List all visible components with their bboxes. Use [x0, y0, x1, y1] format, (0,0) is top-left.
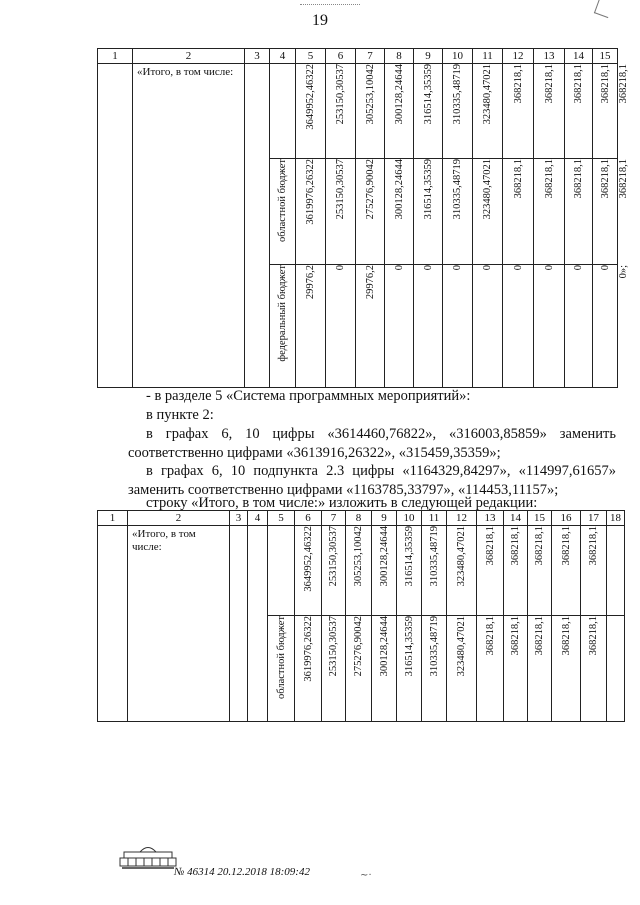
- column-number: 17: [581, 511, 607, 526]
- value-cell: [326, 159, 356, 265]
- value-cell: [346, 526, 372, 616]
- value-cell: [372, 616, 397, 722]
- value-cell: [447, 616, 477, 722]
- cell-value: 305253,10042: [364, 64, 376, 125]
- cell-value: областной бюджет: [277, 159, 288, 242]
- value-cell: [443, 159, 473, 265]
- cell-value: 368218,1: [588, 526, 599, 566]
- text-item2: в пункте 2:: [146, 407, 214, 423]
- value-cell: [581, 526, 607, 616]
- cell-value: 368218,1: [543, 159, 555, 199]
- column-number: 16: [552, 511, 581, 526]
- table-cell: [607, 526, 625, 616]
- cell-value: областной бюджет: [275, 616, 287, 699]
- table-cell: [230, 526, 248, 722]
- value-cell: [581, 616, 607, 722]
- cell-value: 368218,1: [560, 616, 572, 656]
- column-number: 4: [248, 511, 268, 526]
- column-number: 11: [422, 511, 447, 526]
- cell-value: 300128,24644: [378, 616, 390, 677]
- column-number: 15: [593, 49, 618, 64]
- cell-value: 275276,90042: [364, 159, 376, 220]
- cell-value: 316514,35359: [422, 159, 434, 220]
- value-cell: [372, 526, 397, 616]
- table-header-row: [98, 49, 618, 64]
- value-cell: [534, 159, 565, 265]
- value-cell: [356, 265, 385, 388]
- column-number: 13: [534, 49, 565, 64]
- value-cell: [385, 159, 414, 265]
- value-cell: [443, 265, 473, 388]
- cell-value: 368218,1: [543, 64, 555, 104]
- value-cell: [296, 265, 326, 388]
- value-cell: [326, 64, 356, 159]
- value-cell: [552, 616, 581, 722]
- budget-label-regional: [268, 616, 295, 722]
- value-cell: [477, 526, 504, 616]
- value-cell: [397, 616, 422, 722]
- column-number: 5: [296, 49, 326, 64]
- cell-value: 368218,1: [534, 526, 545, 566]
- cell-value: 253150,30537: [328, 616, 339, 677]
- cell-value: 316514,35359: [422, 64, 434, 125]
- cell-value: 275276,90042: [353, 616, 364, 677]
- cell-value: 300128,24644: [393, 159, 405, 220]
- table-cell: [98, 526, 128, 722]
- cell-value: 3619976,26322: [305, 159, 316, 225]
- column-number: 7: [322, 511, 346, 526]
- value-cell: [528, 616, 552, 722]
- value-cell: [385, 64, 414, 159]
- value-cell: [346, 616, 372, 722]
- cell-value: 0: [599, 265, 611, 271]
- cell-value: 368218,1: [560, 526, 572, 566]
- table-cell: [270, 64, 296, 159]
- cell-value: 0: [543, 265, 555, 271]
- value-cell: [503, 265, 534, 388]
- value-cell: [296, 64, 326, 159]
- value-cell: [356, 159, 385, 265]
- value-cell: [422, 616, 447, 722]
- value-cell: [296, 159, 326, 265]
- value-cell: [565, 64, 593, 159]
- value-cell: [534, 64, 565, 159]
- column-number: 1: [98, 49, 133, 64]
- value-cell: [443, 64, 473, 159]
- value-cell: [326, 265, 356, 388]
- value-cell: [295, 616, 322, 722]
- column-number: 11: [473, 49, 503, 64]
- column-number: 9: [372, 511, 397, 526]
- value-cell: [414, 64, 443, 159]
- cell-value: 368218,1: [510, 616, 521, 656]
- value-cell: [565, 159, 593, 265]
- value-cell: [593, 64, 618, 159]
- value-cell: [473, 265, 503, 388]
- value-cell: [295, 526, 322, 616]
- value-cell: [447, 526, 477, 616]
- value-cell: [534, 265, 565, 388]
- column-number: 2: [128, 511, 230, 526]
- cell-value: 368218,1: [573, 159, 584, 199]
- budget-label-regional: [270, 159, 296, 265]
- cell-value: 368218,1: [599, 64, 611, 104]
- text-subitem-2-3: в графах 6, 10 подпункта 2.3 цифры «1164329,84297», «114997,61657» заменить соответственно цифрами «1163785,33797», «114453,11157»;: [128, 463, 616, 498]
- cell-value: 3649952,46322: [305, 64, 316, 130]
- value-cell: [422, 526, 447, 616]
- column-number: 6: [326, 49, 356, 64]
- document-registration-stamp: № 46314 20.12.2018 18:09:42: [174, 866, 310, 878]
- cell-value: 368218,1: [599, 159, 611, 199]
- value-cell: [322, 616, 346, 722]
- page-number: 19: [312, 12, 328, 29]
- value-cell: [504, 616, 528, 722]
- cell-value: 3619976,26322: [302, 616, 314, 682]
- column-number: 14: [565, 49, 593, 64]
- cell-value: 368218,1: [618, 64, 629, 104]
- value-cell: [385, 265, 414, 388]
- cell-value: 305253,10042: [353, 526, 364, 587]
- cell-value: 0»;: [618, 265, 629, 279]
- column-number: 4: [270, 49, 296, 64]
- cell-value: 0: [393, 265, 405, 271]
- cell-value: 253150,30537: [335, 64, 346, 125]
- value-cell: [414, 265, 443, 388]
- cell-value: 368218,1: [510, 526, 521, 566]
- cell-value: 368218,1: [484, 526, 496, 566]
- column-number: 8: [346, 511, 372, 526]
- value-cell: [565, 265, 593, 388]
- cell-value: 300128,24644: [393, 64, 405, 125]
- cell-value: 310335,48719: [452, 159, 463, 220]
- value-cell: [504, 526, 528, 616]
- row-label: «Итого, в том числе:: [133, 64, 245, 388]
- value-cell: [473, 159, 503, 265]
- column-number: 10: [443, 49, 473, 64]
- column-number: 5: [268, 511, 295, 526]
- cell-value: 253150,30537: [335, 159, 346, 220]
- cell-value: 29976,2: [305, 265, 316, 300]
- scan-mark: ∼·: [360, 870, 372, 881]
- cell-value: 0: [482, 265, 493, 271]
- cell-value: 368218,1: [534, 616, 545, 656]
- column-number: 10: [397, 511, 422, 526]
- column-number: 12: [447, 511, 477, 526]
- value-cell: [593, 265, 618, 388]
- text-total-row: строку «Итого, в том числе:» изложить в следующей редакции:: [146, 495, 538, 511]
- budget-label-federal: [270, 265, 296, 388]
- cell-value: 0: [422, 265, 434, 271]
- table-header-row: [98, 511, 625, 526]
- column-number: 13: [477, 511, 504, 526]
- cell-value: 300128,24644: [378, 526, 390, 587]
- table-cell: [245, 64, 270, 388]
- cell-value: федеральный бюджет: [277, 265, 288, 362]
- table-budget-top: [97, 48, 629, 388]
- column-number: 6: [295, 511, 322, 526]
- cell-value: 0: [573, 265, 584, 271]
- table-budget-bottom: [97, 510, 625, 722]
- cell-value: 316514,35359: [403, 616, 415, 677]
- column-number: 15: [528, 511, 552, 526]
- cell-value: 0: [452, 265, 463, 271]
- table-cell: [607, 616, 625, 722]
- value-cell: [473, 64, 503, 159]
- cell-value: 368218,1: [588, 616, 599, 656]
- cell-value: 368218,1: [512, 64, 524, 104]
- cell-value: 368218,1: [484, 616, 496, 656]
- cell-value: 368218,1: [512, 159, 524, 199]
- cell-value: 368218,1: [573, 64, 584, 104]
- table-cell: [268, 526, 295, 616]
- cell-value: 253150,30537: [328, 526, 339, 587]
- column-number: 3: [245, 49, 270, 64]
- column-number: 12: [503, 49, 534, 64]
- cell-value: 316514,35359: [403, 526, 415, 587]
- table-row-total: [98, 526, 625, 616]
- column-number: 7: [356, 49, 385, 64]
- value-cell: [477, 616, 504, 722]
- column-number: 9: [414, 49, 443, 64]
- table-cell: [98, 64, 133, 388]
- scan-speck: [300, 4, 360, 6]
- column-number: 8: [385, 49, 414, 64]
- cell-value: 310335,48719: [452, 64, 463, 125]
- row-label: «Итого, в том числе:: [128, 526, 230, 722]
- value-cell: [552, 526, 581, 616]
- column-number: 14: [504, 511, 528, 526]
- column-number: 1: [98, 511, 128, 526]
- table-cell: [248, 526, 268, 722]
- cell-value: 0: [335, 265, 346, 271]
- column-number: 18: [607, 511, 625, 526]
- value-cell: [593, 159, 618, 265]
- cell-value: 3649952,46322: [302, 526, 314, 592]
- cell-value: 0: [512, 265, 524, 271]
- value-cell: [397, 526, 422, 616]
- value-cell: [322, 526, 346, 616]
- column-number: 2: [133, 49, 245, 64]
- value-cell: [528, 526, 552, 616]
- value-cell: [503, 159, 534, 265]
- table-row-total: [98, 64, 618, 159]
- value-cell: [356, 64, 385, 159]
- cell-value: 323480,47021: [482, 159, 493, 220]
- cell-value: 323480,47021: [456, 526, 467, 587]
- cell-value: 310335,48719: [428, 526, 440, 587]
- cell-value: 323480,47021: [482, 64, 493, 125]
- value-cell: [503, 64, 534, 159]
- cell-value: 368218,1: [618, 159, 629, 199]
- cell-value: 29976,2: [364, 265, 376, 300]
- cell-value: 310335,48719: [428, 616, 440, 677]
- value-cell: [414, 159, 443, 265]
- text-columns-6-10: в графах 6, 10 цифры «3614460,76822», «316003,85859» заменить соответственно цифрами «3613916,26322», «315459,35359»;: [128, 426, 616, 461]
- footer-building-emblem: [118, 842, 180, 870]
- column-number: 3: [230, 511, 248, 526]
- text-section5: - в разделе 5 «Система программных мероприятий»:: [146, 388, 471, 404]
- cell-value: 323480,47021: [456, 616, 467, 677]
